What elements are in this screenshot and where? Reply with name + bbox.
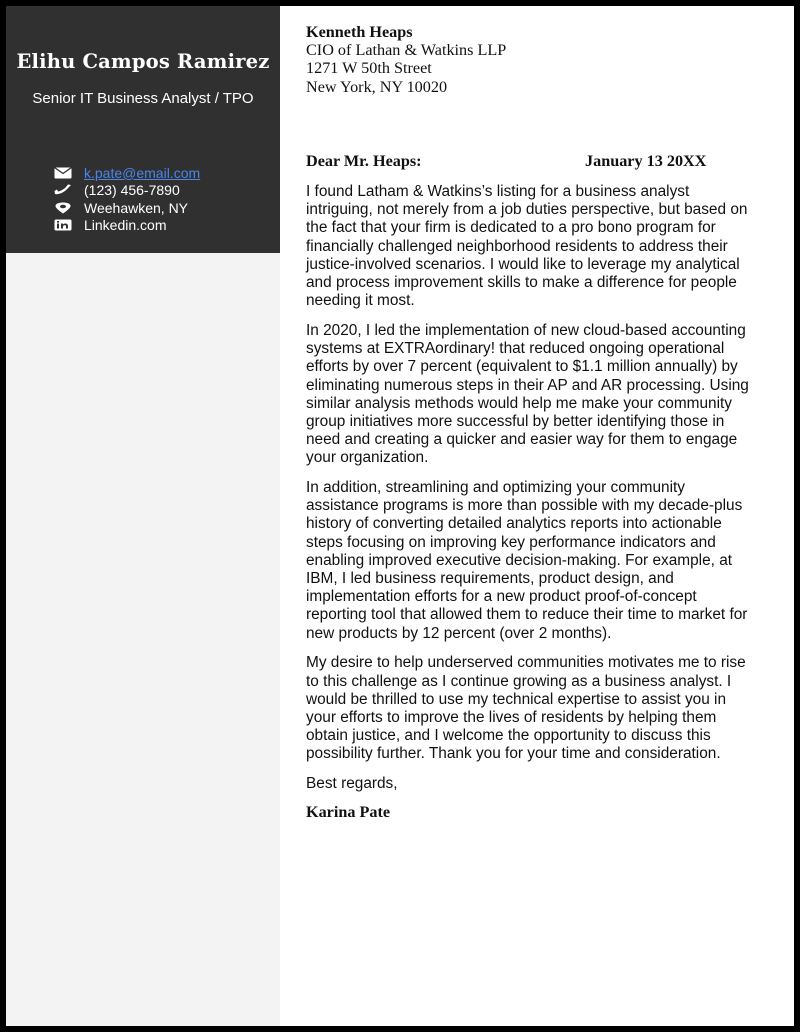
paragraph: My desire to help underserved communities motivates me to rise to this challenge as I continue growing as a business analyst. I would be thrilled to use my technical expertise to assist you in your efforts to improve the lives of residents by helping them obtain justice, and I welcome the opportunity to discuss this possibility further. Thank you for your time and consideration. [306,654,746,763]
cover-letter-page [6,6,794,1026]
salutation-line [306,152,716,170]
sidebar [6,6,280,1026]
contact-linkedin [52,217,200,235]
recipient-name: Kenneth Heaps [306,23,413,41]
signature-name: Karina Pate [306,803,391,822]
contact-email [52,164,200,182]
recipient-title: CIO of Lathan & Watkins LLP [306,41,507,60]
letter-paragraphs [306,183,754,822]
contact-location [52,199,200,217]
signoff: Best regards, [306,775,398,793]
contact-phone [52,182,200,200]
recipient-city: New York, NY 10020 [306,77,448,96]
map-pin-icon [52,201,74,215]
linkedin-icon [52,218,74,232]
salutation: Dear Mr. Heaps: [306,152,422,170]
applicant-name: Elihu Campos Ramirez [16,50,270,73]
paragraph: In 2020, I led the implementation of new cloud-based accounting systems at EXTRAordinary! that reduced ongoing operational efforts by over 7 percent (equivalent to $1.1 million annually) by eliminating numerous steps in their AP and AR processing. Using similar analysis methods would help me make your community group initiatives more successful by better identifying those in need and creating a quicker and easier way for them to engage your organization. [306,321,749,467]
paragraph: I found Latham & Watkins’s listing for a business analyst intriguing, not merely from a job duties perspective, but based on the fact that your firm is dedicated to a pro bono program for financially challenged neighborhood residents to address their justice-involved scenarios. I would like to leverage my analytical and process improvement skills to make a difference for people needing it most. [306,183,748,310]
linkedin-text: Linkedin.com [84,217,167,234]
email-link[interactable]: k.pate@email.com [84,164,201,181]
envelope-icon [52,166,74,180]
recipient-street: 1271 W 50th Street [306,59,432,78]
phone-icon [52,183,74,197]
sidebar-header [6,6,280,253]
paragraph: In addition, streamlining and optimizing your community assistance programs is more than possible with my decade-plus history of converting detailed analytics reports into actionable steps focusing on improving key performance indicators and enabling improved executive decision-making. For example, at IBM, I led business requirements, product design, and implementation efforts for a new product proof-of-concept reporting tool that allowed them to reduce their time to market for new products by 12 percent (over 2 months). [306,479,748,642]
letter-date: January 13 20XX [585,152,707,170]
location-text: Weehawken, NY [84,199,189,216]
recipient-block [306,23,506,96]
contact-list [52,164,200,234]
phone-text: (123) 456-7890 [84,182,180,199]
applicant-role: Senior IT Business Analyst / TPO [32,90,254,107]
